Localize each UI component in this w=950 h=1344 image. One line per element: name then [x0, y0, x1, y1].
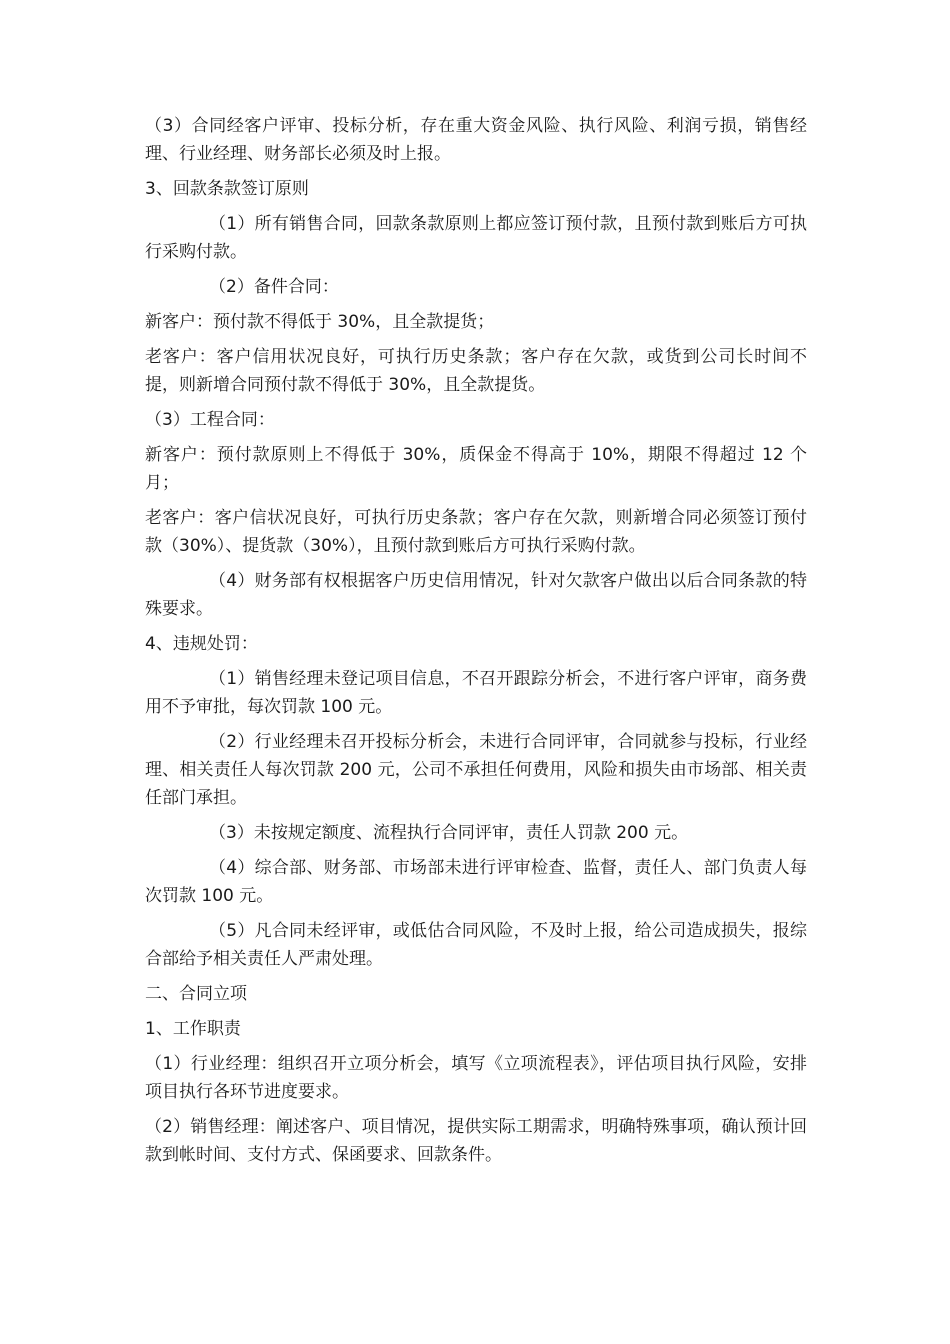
document-body — [145, 112, 807, 1176]
paragraph-penalty-2: （2）行业经理未召开投标分析会，未进行合同评审，合同就参与投标，行业经理、相关责任人每次罚款 200 元，公司不承担任何费用，风险和损失由市场部、相关责任部门承担。 — [145, 732, 807, 808]
paragraph-contract-risk-report: （3）合同经客户评审、投标分析，存在重大资金风险、执行风险、利润亏损，销售经理、行业经理、财务部长必须及时上报。 — [145, 116, 807, 164]
paragraph-advance-payment: （1）所有销售合同，回款条款原则上都应签订预付款，且预付款到账后方可执行采购付款。 — [145, 214, 807, 262]
heading-job-duties: 1、工作职责 — [145, 1019, 241, 1039]
paragraph-sales-manager-duty: （2）销售经理：阐述客户、项目情况，提供实际工期需求，明确特殊事项，确认预计回款到帐时间、支付方式、保函要求、回款条件。 — [145, 1117, 807, 1165]
paragraph-engineering-contract: （3）工程合同： — [145, 410, 275, 430]
heading-violation-penalty: 4、违规处罚： — [145, 634, 258, 654]
paragraph-spare-parts-contract: （2）备件合同： — [209, 277, 339, 297]
heading-payment-terms: 3、回款条款签订原则 — [145, 179, 309, 199]
paragraph-penalty-4: （4）综合部、财务部、市场部未进行评审检查、监督，责任人、部门负责人每次罚款 100 元。 — [145, 858, 807, 906]
heading-contract-initiation: 二、合同立项 — [145, 984, 247, 1004]
paragraph-penalty-5: （5）凡合同未经评审，或低估合同风险，不及时上报，给公司造成损失，报综合部给予相关责任人严肃处理。 — [145, 921, 807, 969]
paragraph-penalty-1: （1）销售经理未登记项目信息，不召开跟踪分析会，不进行客户评审，商务费用不予审批，每次罚款 100 元。 — [145, 669, 807, 717]
paragraph-finance-authority: （4）财务部有权根据客户历史信用情况，针对欠款客户做出以后合同条款的特殊要求。 — [145, 571, 807, 619]
paragraph-industry-manager-duty: （1）行业经理：组织召开立项分析会，填写《立项流程表》，评估项目执行风险，安排项目执行各环节进度要求。 — [145, 1054, 807, 1102]
paragraph-eng-new-customer: 新客户：预付款原则上不得低于 30%，质保金不得高于 10%，期限不得超过 12 个月； — [145, 445, 807, 493]
paragraph-penalty-3: （3）未按规定额度、流程执行合同评审，责任人罚款 200 元。 — [209, 823, 689, 843]
paragraph-spare-new-customer: 新客户：预付款不得低于 30%，且全款提货； — [145, 312, 495, 332]
paragraph-eng-old-customer: 老客户：客户信状况良好，可执行历史条款；客户存在欠款，则新增合同必须签订预付款（30%）、提货款（30%），且预付款到账后方可执行采购付款。 — [145, 508, 807, 556]
paragraph-spare-old-customer: 老客户：客户信用状况良好，可执行历史条款；客户存在欠款，或货到公司长时间不提，则新增合同预付款不得低于 30%，且全款提货。 — [145, 347, 807, 395]
